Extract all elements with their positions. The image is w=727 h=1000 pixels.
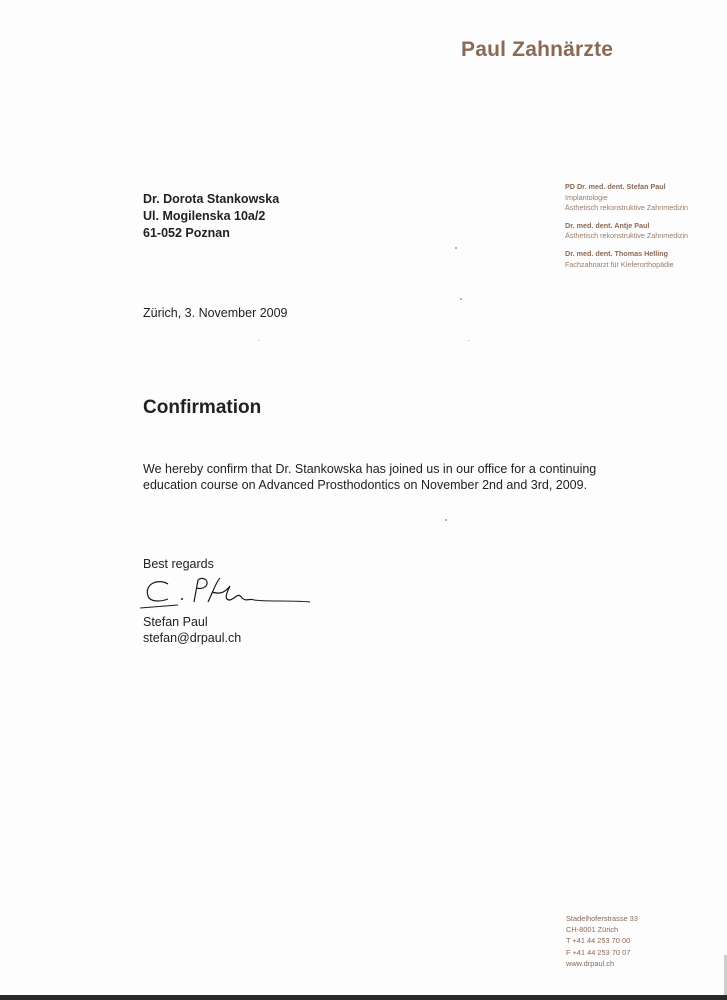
letter-date: Zürich, 3. November 2009 [143,306,288,320]
footer-street: Stadelhoferstrasse 33 [566,914,638,923]
recipient-city: 61-052 Poznan [143,226,230,240]
footer-contact [566,913,638,969]
staff-name: PD Dr. med. dent. Stefan Paul [565,182,666,191]
sender-name: Stefan Paul [143,615,208,629]
staff-specialty: Implantologie [565,192,608,202]
handwritten-signature [138,572,318,618]
paper-speck [445,519,447,521]
footer-website: www.drpaul.ch [566,958,615,968]
staff-specialty: Ästhetisch rekonstruktive Zahnmedizin [565,231,689,241]
paper-speck [468,340,469,341]
sender-block [143,614,241,646]
staff-name: Dr. med. dent. Thomas Helling [565,248,669,258]
footer-fax: F +41 44 253 70 07 [566,947,631,957]
staff-name: Dr. med. dent. Antje Paul [565,220,650,230]
staff-member [565,182,725,214]
recipient-street: Ul. Mogilenska 10a/2 [143,209,266,223]
staff-member [565,249,725,270]
letter-body [143,461,597,493]
staff-list [565,182,725,277]
staff-specialty: Fachzahnarzt für Kieferorthopädie [565,259,674,269]
paper-speck [455,247,457,249]
letter-title: Confirmation [143,397,262,418]
paper-speck [460,298,462,300]
body-line: We hereby confirm that Dr. Stankowska has joined us in our office for a continuing [143,462,597,476]
scan-edge-bottom [0,995,727,1000]
recipient-name: Dr. Dorota Stankowska [143,192,280,206]
staff-member [565,221,725,242]
closing-phrase: Best regards [143,557,214,571]
footer-city: CH-8001 Zürich [566,925,619,935]
recipient-address [143,191,279,242]
staff-specialty: Ästhetisch rekonstruktive Zahnmedizin [565,203,689,213]
sender-email: stefan@drpaul.ch [143,631,242,645]
brand-name: Paul Zahnärzte [461,38,614,61]
footer-phone: T +41 44 253 70 00 [566,936,631,946]
paper-speck [258,340,259,341]
body-line: education course on Advanced Prosthodontics on November 2nd and 3rd, 2009. [143,478,588,492]
